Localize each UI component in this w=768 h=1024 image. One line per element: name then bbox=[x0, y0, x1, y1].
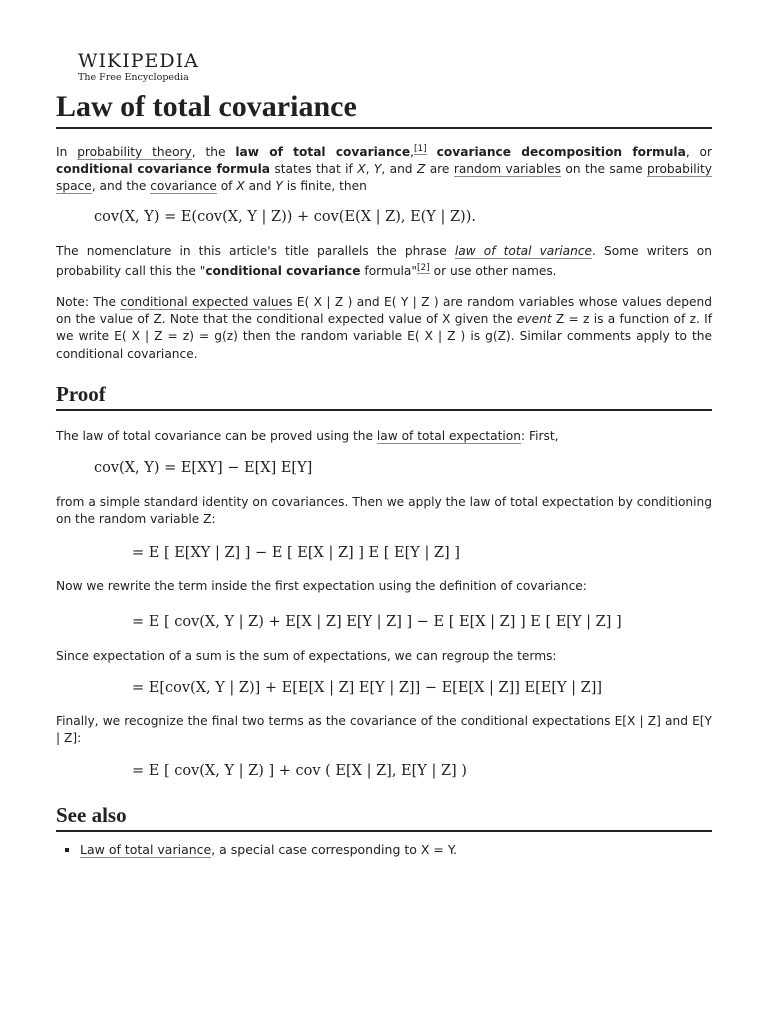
proof-paragraph-2: from a simple standard identity on covariances. Then we apply the law of total expectation by conditioning on the random variable Z: bbox=[56, 495, 712, 527]
proof-paragraph-5: Finally, we recognize the final two terms as the covariance of the conditional expectations E[X | Z] and E[Y | Z]: bbox=[56, 714, 712, 746]
nomenclature-paragraph: The nomenclature in this article's title parallels the phrase law of total variance. Some writers on probability call this the "conditional covariance formula"[2] or use other names. bbox=[56, 244, 712, 279]
link-law-of-total-variance-see-also[interactable]: Law of total variance bbox=[80, 842, 212, 857]
equation-proof-2: = E [ E[XY | Z] ] − E [ E[X | Z] ] E [ E[Y | Z] ] bbox=[132, 545, 460, 561]
link-random-variables[interactable]: random variables bbox=[453, 162, 561, 177]
proof-paragraph-4: Since expectation of a sum is the sum of expectations, we can regroup the terms: bbox=[56, 649, 557, 663]
link-probability-theory[interactable]: probability theory bbox=[77, 145, 192, 160]
page-title: Law of total covariance bbox=[56, 90, 712, 129]
link-covariance[interactable]: covariance bbox=[150, 179, 217, 194]
proof-paragraph-3: Now we rewrite the term inside the first expectation using the definition of covariance: bbox=[56, 579, 587, 593]
reference-2[interactable]: [2] bbox=[417, 263, 430, 274]
equation-proof-1: cov(X, Y) = E[XY] − E[X] E[Y] bbox=[94, 460, 313, 476]
link-law-of-total-expectation[interactable]: law of total expectation bbox=[376, 429, 521, 443]
see-also-list bbox=[56, 841, 712, 859]
section-heading-proof: Proof bbox=[56, 381, 712, 411]
link-probability-space[interactable]: probability space bbox=[56, 162, 712, 194]
note-paragraph: Note: The conditional expected values E( X | Z ) and E( Y | Z ) are random variables whose values depend on the value of Z. Note that the conditional expected value of X given the event Z = z is a function of z. If we write E( X | Z = z) = g(z) then the random variable E( X | Z ) is g(Z). Similar comments apply to the conditional covariance. bbox=[56, 295, 713, 361]
link-conditional-expected-values[interactable]: conditional expected values bbox=[120, 295, 293, 309]
tagline: The Free Encyclopedia bbox=[78, 72, 189, 83]
reference-1[interactable]: [1] bbox=[414, 144, 427, 154]
intro-paragraph: In probability theory, the law of total covariance,[1] covariance decomposition formula, or conditional covariance formula states that if X, Y, and Z are random variables on the same probability space, and the covariance of X and Y is finite, then bbox=[56, 144, 713, 194]
equation-proof-3: = E [ cov(X, Y | Z) + E[X | Z] E[Y | Z] ] − E [ E[X | Z] ] E [ E[Y | Z] ] bbox=[132, 614, 622, 630]
link-law-of-total-variance[interactable]: law of total variance bbox=[454, 244, 593, 258]
equation-proof-4: = E[cov(X, Y | Z)] + E[E[X | Z] E[Y | Z]] − E[E[X | Z]] E[E[Y | Z]] bbox=[132, 680, 603, 696]
wordmark: WIKIPEDIA bbox=[78, 50, 199, 72]
section-heading-see-also: See also bbox=[56, 802, 712, 832]
wikipedia-logo[interactable] bbox=[56, 50, 712, 84]
list-item: ▪ Law of total variance, a special case corresponding to X = Y. bbox=[80, 841, 712, 859]
proof-paragraph-1: The law of total covariance can be proved using the law of total expectation: First, bbox=[56, 429, 559, 443]
equation-total-covariance: cov(X, Y) = E(cov(X, Y | Z)) + cov(E(X | Z), E(Y | Z)). bbox=[94, 209, 476, 225]
equation-proof-5: = E [ cov(X, Y | Z) ] + cov ( E[X | Z], E[Y | Z] ) bbox=[132, 763, 467, 779]
